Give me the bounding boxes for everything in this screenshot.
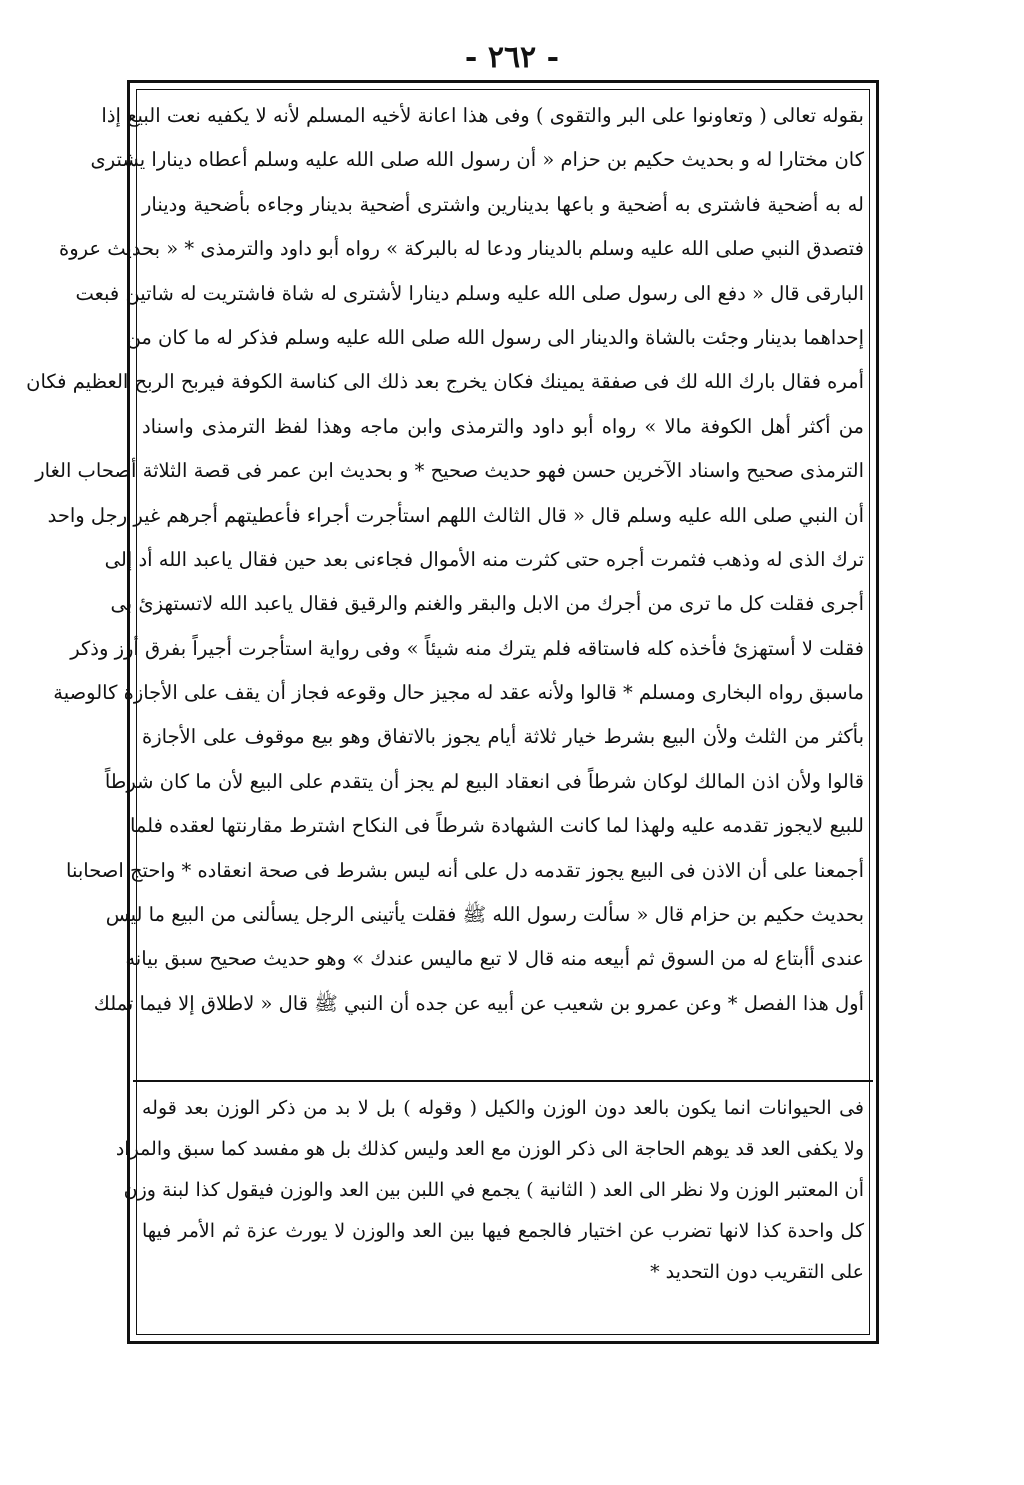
footnote-line: على التقريب دون التحديد *	[650, 1261, 864, 1283]
main-line: فتصدق النبي صلى الله عليه وسلم بالدينار ودعا له بالبركة » رواه أبو داود والترمذى * « بحديث عروة	[59, 237, 864, 261]
main-line: بقوله تعالى ( وتعاونوا على البر والتقوى ) وفى هذا اعانة لأخيه المسلم لأنه لا يكفيه نعت البيع إذا	[101, 104, 864, 127]
footnote-separator	[133, 1080, 873, 1082]
main-line: له به أضحية فاشترى به أضحية و باعها بدينارين واشترى أضحية بدينار وجاءه بأضحية ودينار	[142, 192, 864, 216]
page-number: - ٢٦٢ -	[464, 40, 560, 75]
main-line: ماسبق رواه البخارى ومسلم * قالوا ولأنه عقد له مجيز حال وقوعه فجاز أن يقف على الأجازة كالوصية	[53, 681, 864, 705]
footnote-line: ولا يكفى العد قد يوهم الحاجة الى ذكر الوزن مع العد وليس كذلك بل هو مفسد كما سبق والمراد	[115, 1138, 864, 1160]
footnote-line: أن المعتبر الوزن ولا نظر الى العد ( الثانية ) يجمع في اللبن بين العد والوزن فيقول كذا لبنة وزن	[123, 1179, 864, 1201]
main-line: أول هذا الفصل * وعن عمرو بن شعيب عن أبيه عن جده أن النبي ﷺ قال « لاطلاق إلا فيما تملك	[93, 991, 864, 1015]
main-line: أن النبي صلى الله عليه وسلم قال « قال الثالث اللهم استأجرت أجراء فأعطيتهم أجرهم غير رجل واحد	[47, 503, 864, 527]
main-line: أجمعنا على أن الاذن فى البيع يجوز تقدمه دل على أنه ليس بشرط فى صحة انعقاده * واحتج اصحابنا	[66, 858, 864, 882]
footnote-block	[115, 1088, 864, 1318]
main-line: الترمذى صحيح واسناد الآخرين حسن فهو حديث صحيح * و بحديث ابن عمر فى قصة الثلاثة أصحاب الغار	[35, 459, 864, 483]
main-line: أمره فقال بارك الله لك فى صفقة يمينك فكان يخرج بعد ذلك الى كناسة الكوفة فيربح الربح العظيم فكان	[26, 370, 864, 394]
main-line: فقلت لا أستهزئ فأخذه كله فاستاقه فلم يترك منه شيئاً » وفى رواية استأجرت أجيراً بفرق أرز وذكر	[70, 636, 864, 660]
main-line: كان مختارا له و بحديث حكيم بن حزام « أن رسول الله صلى الله عليه وسلم أعطاه دينارا يشترى	[90, 148, 864, 172]
main-line: إحداهما بدينار وجئت بالشاة والدينار الى رسول الله صلى الله عليه وسلم فذكر له ما كان من	[126, 325, 864, 349]
footnote-line: كل واحدة كذا لانها تضرب عن اختيار فالجمع فيها بين العد والوزن لا يورث عزة ثم الأمر فيها	[142, 1220, 864, 1242]
main-line: قالوا ولأن اذن المالك لوكان شرطاً فى انعقاد البيع لم يجز أن يتقدم على البيع لأن ما كان شرطاً	[104, 769, 864, 793]
footnote-line: فى الحيوانات انما يكون بالعد دون الوزن والكيل ( وقوله ) بل لا بد من ذكر الوزن بعد قوله	[142, 1097, 864, 1119]
main-line: البارقى قال « دفع الى رسول صلى الله عليه وسلم دينارا لأشترى له شاة فاشتريت له شاتين فبعت	[75, 281, 864, 305]
main-line: ترك الذى له وذهب فثمرت أجره حتى كثرت منه الأموال فجاءنى بعد حين فقال ياعبد الله أد إلى	[104, 547, 864, 571]
main-line: للبيع لايجوز تقدمه عليه ولهذا لما كانت الشهادة شرطاً فى النكاح اشترط مقارنتها لعقده فلما	[129, 814, 864, 838]
main-line: من أكثر أهل الكوفة مالا » رواه أبو داود والترمذى وابن ماجه وهذا لفظ الترمذى واسناد	[142, 414, 864, 438]
main-line: عندى أأبتاع له من السوق ثم أبيعه منه قال لا تبع ماليس عندك » وهو حديث صحيح سبق بيانه	[125, 947, 864, 971]
main-line: أجرى فقلت كل ما ترى من أجرك من الابل والبقر والغنم والرقيق فقال ياعبد الله لاتستهزئ بى	[110, 592, 864, 616]
main-line: بأكثر من الثلث ولأن البيع بشرط خيار ثلاثة أيام يجوز بالاتفاق وهو بيع موقوف على الأجازة	[142, 725, 864, 749]
main-text-block	[26, 94, 864, 1074]
main-line: بحديث حكيم بن حزام قال « سألت رسول الله ﷺ فقلت يأتينى الرجل يسألنى من البيع ما ليس	[105, 903, 864, 927]
